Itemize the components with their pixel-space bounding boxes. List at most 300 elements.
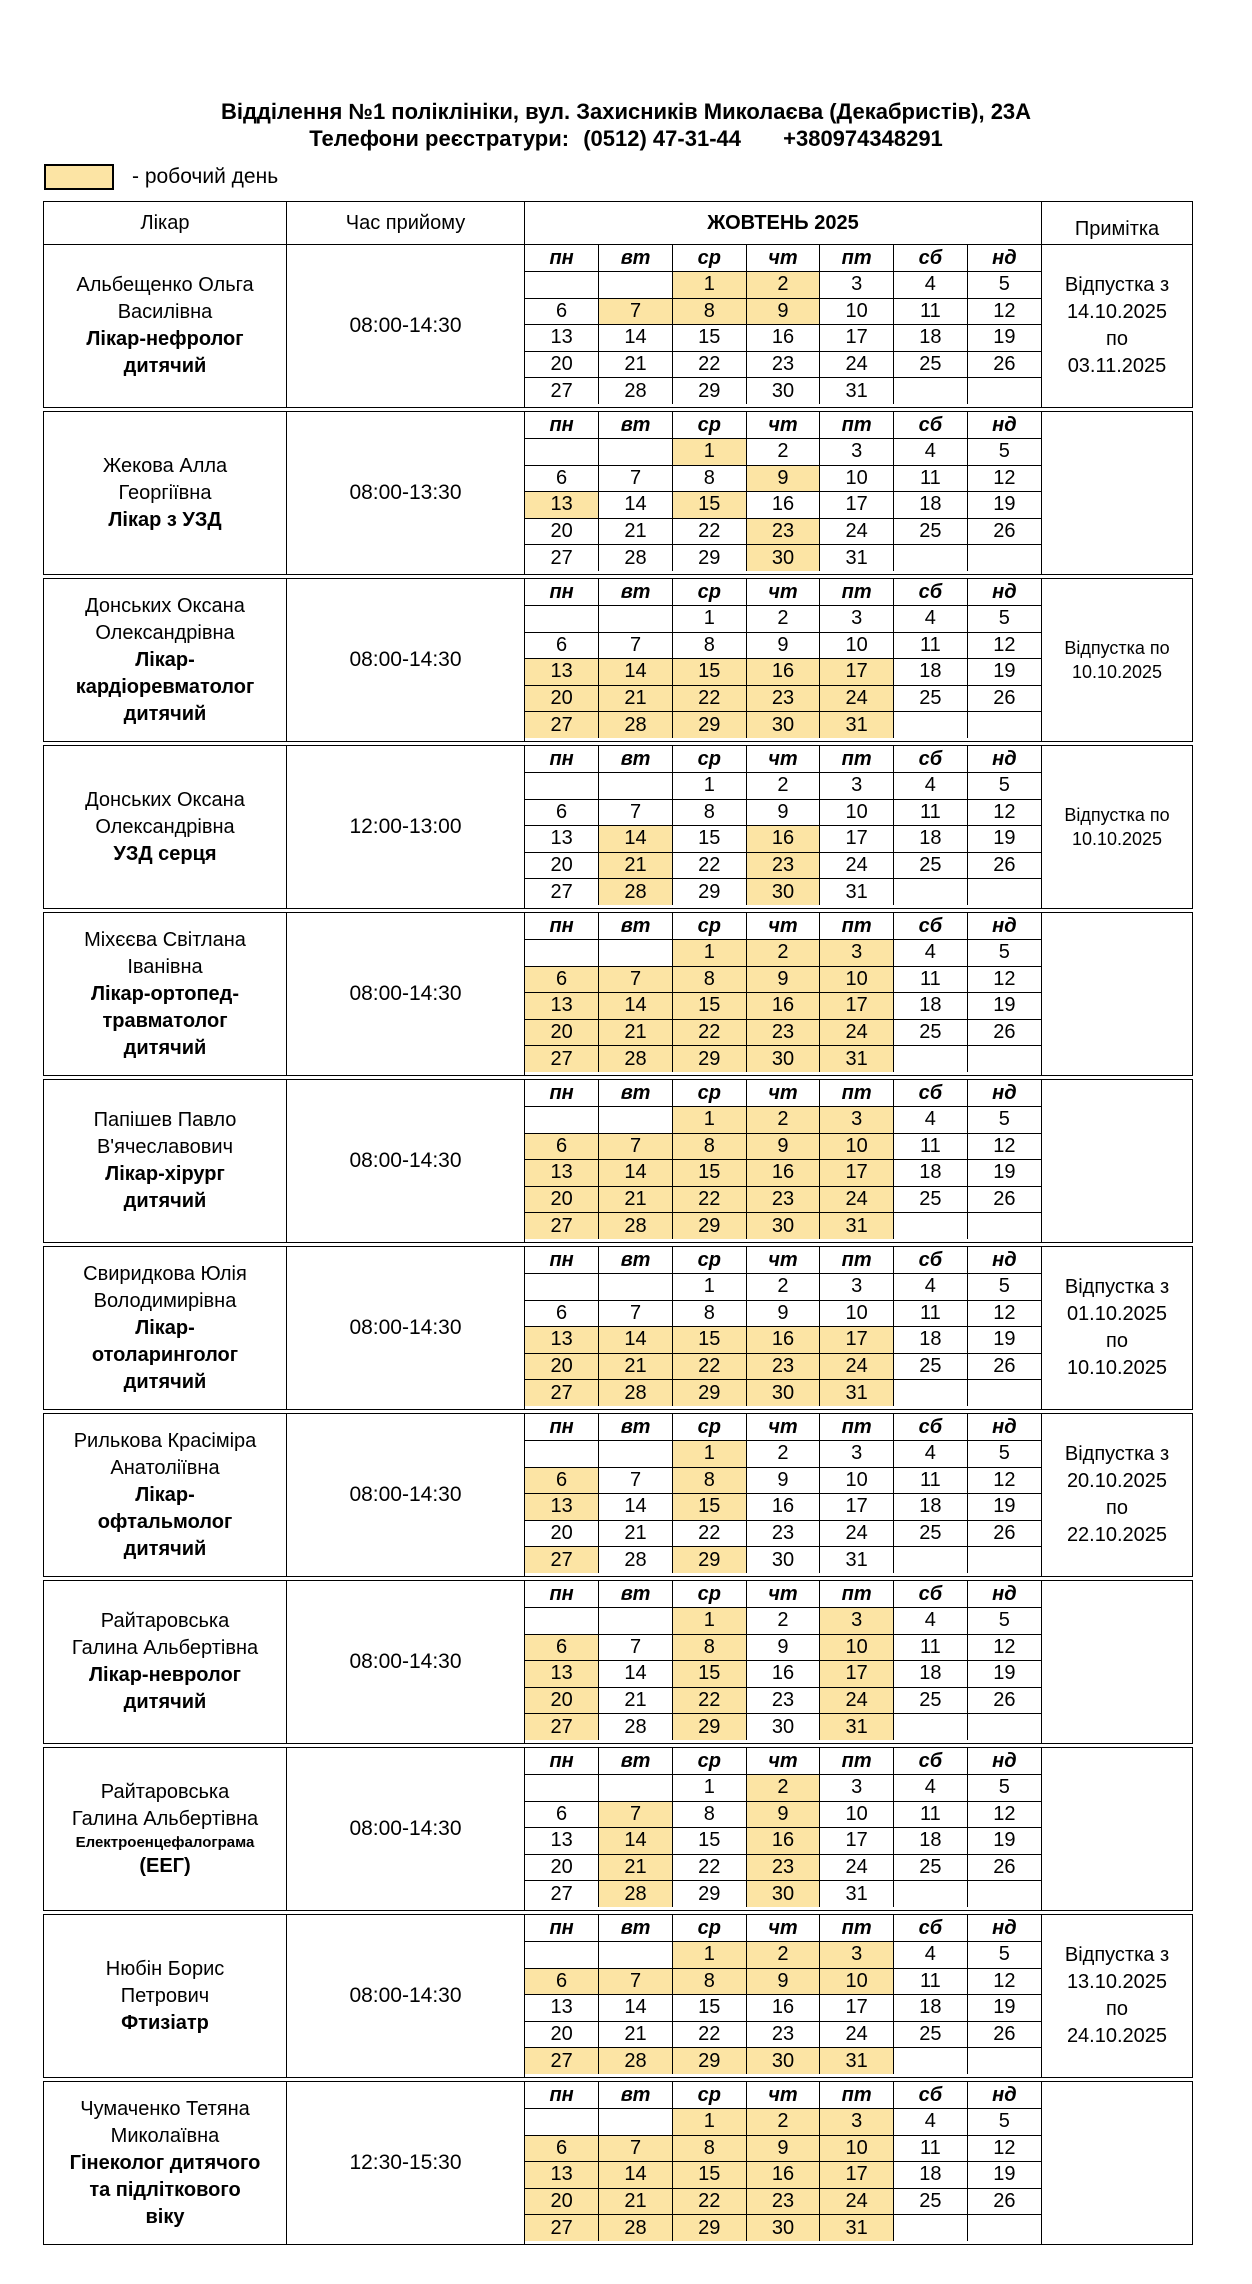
day-cell: 5 <box>967 439 1041 466</box>
working-day-cell: 29 <box>672 1714 746 1741</box>
day-cell: 26 <box>967 1520 1041 1547</box>
working-day-cell: 6 <box>525 966 599 993</box>
working-day-cell: 24 <box>820 685 894 712</box>
weekday-label: нд <box>967 1080 1041 1107</box>
day-cell: 27 <box>525 879 599 906</box>
day-cell: 23 <box>746 351 820 378</box>
working-day-cell: 16 <box>746 659 820 686</box>
month-calendar <box>525 579 1041 738</box>
empty-day-cell <box>894 1547 968 1574</box>
doctor-cell <box>44 2082 287 2245</box>
doctor-cell <box>44 579 287 742</box>
day-cell: 3 <box>820 1775 894 1802</box>
doctor-row <box>44 1748 1193 1911</box>
day-cell: 26 <box>967 2021 1041 2048</box>
working-day-cell: 29 <box>672 712 746 739</box>
week-row <box>525 1213 1041 1240</box>
day-cell: 29 <box>672 378 746 405</box>
note-line: 10.10.2025 <box>1066 1357 1168 1379</box>
working-day-cell: 23 <box>746 518 820 545</box>
weekday-row <box>525 1748 1041 1775</box>
day-cell: 20 <box>525 2021 599 2048</box>
week-row <box>525 1828 1041 1855</box>
weekday-label: сб <box>894 1915 968 1942</box>
day-cell: 19 <box>967 1494 1041 1521</box>
week-row <box>525 1881 1041 1908</box>
day-cell: 1 <box>672 773 746 800</box>
empty-day-cell <box>967 1380 1041 1407</box>
day-cell: 12 <box>967 298 1041 325</box>
working-day-cell: 29 <box>672 1213 746 1240</box>
working-day-cell: 29 <box>672 2048 746 2075</box>
week-row <box>525 1687 1041 1714</box>
day-cell: 25 <box>894 2021 968 2048</box>
calendar-cell <box>525 1080 1042 1243</box>
day-cell: 17 <box>820 826 894 853</box>
week-row <box>525 2215 1041 2242</box>
empty-day-cell <box>967 712 1041 739</box>
day-cell: 5 <box>967 773 1041 800</box>
day-cell: 28 <box>599 378 673 405</box>
day-cell: 28 <box>599 1547 673 1574</box>
weekday-label: нд <box>967 579 1041 606</box>
working-day-cell: 7 <box>599 2135 673 2162</box>
working-day-cell: 23 <box>746 1353 820 1380</box>
day-cell: 20 <box>525 1854 599 1881</box>
week-row <box>525 1494 1041 1521</box>
doctor-row <box>44 412 1193 575</box>
empty-day-cell <box>967 378 1041 405</box>
week-row <box>525 799 1041 826</box>
working-day-cell: 3 <box>820 2109 894 2136</box>
working-day-cell: 31 <box>820 1714 894 1741</box>
empty-day-cell <box>599 940 673 967</box>
working-day-cell: 16 <box>746 2162 820 2189</box>
doctor-cell <box>44 1247 287 1410</box>
note-cell <box>1042 913 1193 1076</box>
day-cell: 11 <box>894 1634 968 1661</box>
day-cell: 4 <box>894 1608 968 1635</box>
day-cell: 26 <box>967 518 1041 545</box>
day-cell: 17 <box>820 1494 894 1521</box>
doctor-specialty-line: Лікар-невролог <box>88 1664 242 1686</box>
day-cell: 27 <box>525 545 599 572</box>
weekday-label: сб <box>894 2082 968 2109</box>
month-calendar <box>525 245 1041 404</box>
week-row <box>525 1968 1041 1995</box>
working-day-cell: 17 <box>820 659 894 686</box>
working-day-cell: 2 <box>746 272 820 299</box>
day-cell: 29 <box>672 879 746 906</box>
day-cell: 29 <box>672 1881 746 1908</box>
day-cell: 17 <box>820 492 894 519</box>
weekday-label: вт <box>599 913 673 940</box>
weekday-label: ср <box>672 913 746 940</box>
day-cell: 25 <box>894 1186 968 1213</box>
day-cell: 22 <box>672 852 746 879</box>
doctor-specialty-line: дитячий <box>123 1370 207 1393</box>
working-day-cell: 27 <box>525 2215 599 2242</box>
weekday-label: чт <box>746 245 820 272</box>
doctor-specialty-line: (ЕЕГ) <box>139 1854 191 1877</box>
day-cell: 25 <box>894 2188 968 2215</box>
week-row <box>525 2109 1041 2136</box>
weekday-label: пн <box>525 913 599 940</box>
working-day-cell: 23 <box>746 1019 820 1046</box>
empty-day-cell <box>525 272 599 299</box>
week-row <box>525 298 1041 325</box>
week-row <box>525 545 1041 572</box>
note-line: 03.11.2025 <box>1067 355 1167 377</box>
doctor-specialty-line: Лікар-хірург <box>105 1163 225 1185</box>
working-day-cell: 21 <box>599 1019 673 1046</box>
weekday-label: чт <box>746 1748 820 1775</box>
week-row <box>525 826 1041 853</box>
working-day-cell: 22 <box>672 1687 746 1714</box>
legend <box>44 162 278 192</box>
weekday-label: ср <box>672 1080 746 1107</box>
working-day-cell: 8 <box>672 1467 746 1494</box>
day-cell: 18 <box>894 1828 968 1855</box>
working-day-cell: 27 <box>525 1547 599 1574</box>
schedule-header-row <box>44 202 1193 245</box>
working-day-cell: 14 <box>599 993 673 1020</box>
doctor-name-line: Петрович <box>120 1984 210 2007</box>
weekday-label: пт <box>820 1414 894 1441</box>
doctor-name-line: Іванівна <box>127 955 203 978</box>
day-cell: 23 <box>746 2021 820 2048</box>
doctor-cell <box>44 412 287 575</box>
working-day-cell: 1 <box>672 1107 746 1134</box>
phones-line <box>0 125 1252 152</box>
doctor-specialty-line: отоларинголог <box>91 1343 239 1366</box>
day-cell: 5 <box>967 1274 1041 1301</box>
day-cell: 12 <box>967 1300 1041 1327</box>
week-row <box>525 2048 1041 2075</box>
day-cell: 22 <box>672 1520 746 1547</box>
working-day-cell: 27 <box>525 1380 599 1407</box>
day-cell: 17 <box>820 1995 894 2022</box>
empty-day-cell <box>894 712 968 739</box>
working-day-cell: 16 <box>746 1327 820 1354</box>
empty-day-cell <box>967 545 1041 572</box>
reception-time: 08:00-14:30 <box>287 579 525 742</box>
day-cell: 19 <box>967 1327 1041 1354</box>
working-day-cell: 28 <box>599 879 673 906</box>
note-cell <box>1042 1414 1193 1577</box>
day-cell: 12 <box>967 1634 1041 1661</box>
calendar-cell <box>525 1748 1042 1911</box>
working-day-cell: 8 <box>672 1968 746 1995</box>
working-day-cell: 13 <box>525 1160 599 1187</box>
doctor-specialty-line: Електроенцефалограма <box>75 1833 255 1851</box>
doctor-name-line: Галина Альбертівна <box>71 1807 259 1830</box>
empty-day-cell <box>894 1881 968 1908</box>
doctor-name-line: Володимирівна <box>93 1289 237 1312</box>
working-day-cell: 10 <box>820 1968 894 1995</box>
doctor-name-line: Міхєєва Світлана <box>84 928 246 951</box>
note-cell <box>1042 2082 1193 2245</box>
empty-day-cell <box>599 439 673 466</box>
day-cell: 3 <box>820 439 894 466</box>
working-day-cell: 2 <box>746 1107 820 1134</box>
doctor-specialty-line: Лікар- <box>135 1316 195 1339</box>
day-cell: 24 <box>820 351 894 378</box>
weekday-label: чт <box>746 1247 820 1274</box>
day-cell: 19 <box>967 1661 1041 1688</box>
reception-time: 08:00-14:30 <box>287 1080 525 1243</box>
empty-day-cell <box>894 1213 968 1240</box>
day-cell: 9 <box>746 632 820 659</box>
weekday-row <box>525 1414 1041 1441</box>
working-day-cell: 15 <box>672 1327 746 1354</box>
day-cell: 4 <box>894 1775 968 1802</box>
weekday-label: пн <box>525 1080 599 1107</box>
doctor-cell <box>44 1915 287 2078</box>
note-cell <box>1042 245 1193 408</box>
weekday-label: пн <box>525 245 599 272</box>
day-cell: 25 <box>894 518 968 545</box>
week-row <box>525 879 1041 906</box>
week-row <box>525 2188 1041 2215</box>
doctor-specialty-line: УЗД серця <box>113 842 217 865</box>
week-row <box>525 1274 1041 1301</box>
note-line: 01.10.2025 <box>1066 1303 1168 1325</box>
doctor-name-line: Альбещенко Ольга <box>76 274 254 296</box>
working-day-cell: 17 <box>820 1661 894 1688</box>
working-day-cell: 27 <box>525 712 599 739</box>
note-line: 14.10.2025 <box>1066 301 1168 323</box>
day-cell: 27 <box>525 1881 599 1908</box>
calendar-cell <box>525 2082 1042 2245</box>
day-cell: 18 <box>894 2162 968 2189</box>
day-cell: 3 <box>820 606 894 633</box>
week-row <box>525 1107 1041 1134</box>
working-day-cell: 13 <box>525 1494 599 1521</box>
day-cell: 19 <box>967 1160 1041 1187</box>
week-row <box>525 1353 1041 1380</box>
day-cell: 12 <box>967 1133 1041 1160</box>
week-row <box>525 1942 1041 1969</box>
day-cell: 26 <box>967 852 1041 879</box>
month-calendar <box>525 746 1041 905</box>
weekday-label: чт <box>746 1581 820 1608</box>
weekday-label: пн <box>525 746 599 773</box>
weekday-label: ср <box>672 412 746 439</box>
doctor-row <box>44 245 1193 408</box>
week-row <box>525 465 1041 492</box>
day-cell: 14 <box>599 1494 673 1521</box>
reception-time: 08:00-14:30 <box>287 1247 525 1410</box>
day-cell: 4 <box>894 439 968 466</box>
day-cell: 22 <box>672 1854 746 1881</box>
weekday-label: чт <box>746 1414 820 1441</box>
day-cell: 14 <box>599 325 673 352</box>
weekday-label: ср <box>672 2082 746 2109</box>
doctor-name-line: Нюбін Борис <box>105 1957 225 1980</box>
weekday-label: нд <box>967 412 1041 439</box>
note-cell <box>1042 1080 1193 1243</box>
working-day-cell: 7 <box>599 1968 673 1995</box>
day-cell: 20 <box>525 1520 599 1547</box>
day-cell: 14 <box>599 492 673 519</box>
working-day-cell: 10 <box>820 966 894 993</box>
working-day-cell: 9 <box>746 298 820 325</box>
working-day-cell: 23 <box>746 852 820 879</box>
note-line: Відпустка з <box>1064 1944 1170 1966</box>
day-cell: 19 <box>967 2162 1041 2189</box>
day-cell: 5 <box>967 1942 1041 1969</box>
working-day-cell: 20 <box>525 1019 599 1046</box>
day-cell: 9 <box>746 1467 820 1494</box>
weekday-label: нд <box>967 913 1041 940</box>
day-cell: 26 <box>967 1353 1041 1380</box>
doctor-name-line: Свиридкова Юлія <box>83 1262 247 1285</box>
doctor-specialty-line: дитячий <box>123 702 207 725</box>
week-row <box>525 1300 1041 1327</box>
day-cell: 5 <box>967 606 1041 633</box>
weekday-label: пт <box>820 1080 894 1107</box>
day-cell: 11 <box>894 465 968 492</box>
working-day-cell: 2 <box>746 1942 820 1969</box>
day-cell: 6 <box>525 799 599 826</box>
day-cell: 22 <box>672 2021 746 2048</box>
weekday-label: пт <box>820 913 894 940</box>
day-cell: 15 <box>672 1828 746 1855</box>
day-cell: 1 <box>672 1775 746 1802</box>
day-cell: 26 <box>967 1019 1041 1046</box>
working-day-cell: 3 <box>820 1107 894 1134</box>
day-cell: 10 <box>820 465 894 492</box>
doctor-name-line: Чумаченко Тетяна <box>80 2097 250 2120</box>
month-calendar <box>525 1414 1041 1573</box>
day-cell: 5 <box>967 1608 1041 1635</box>
week-row <box>525 1661 1041 1688</box>
weekday-row <box>525 1247 1041 1274</box>
weekday-label: пт <box>820 245 894 272</box>
day-cell: 19 <box>967 492 1041 519</box>
day-cell: 4 <box>894 606 968 633</box>
doctor-row <box>44 579 1193 742</box>
calendar-cell <box>525 1414 1042 1577</box>
weekday-row <box>525 1080 1041 1107</box>
day-cell: 25 <box>894 1353 968 1380</box>
day-cell: 11 <box>894 298 968 325</box>
working-day-cell: 31 <box>820 2048 894 2075</box>
working-day-cell: 29 <box>672 1046 746 1073</box>
day-cell: 12 <box>967 1968 1041 1995</box>
working-day-cell: 9 <box>746 966 820 993</box>
day-cell: 20 <box>525 852 599 879</box>
weekday-row <box>525 913 1041 940</box>
empty-day-cell <box>525 606 599 633</box>
working-day-cell: 15 <box>672 1661 746 1688</box>
day-cell: 11 <box>894 1801 968 1828</box>
doctor-name-line: Рилькова Красіміра <box>73 1429 257 1452</box>
weekday-label: нд <box>967 1247 1041 1274</box>
day-cell: 2 <box>746 606 820 633</box>
calendar-cell <box>525 913 1042 1076</box>
doctor-specialty-line: Фтизіатр <box>121 2011 209 2034</box>
doctor-row <box>44 1247 1193 1410</box>
day-cell: 3 <box>820 1441 894 1468</box>
note-cell <box>1042 1915 1193 2078</box>
working-day-cell: 3 <box>820 1608 894 1635</box>
day-cell: 25 <box>894 852 968 879</box>
day-cell: 5 <box>967 1107 1041 1134</box>
week-row <box>525 2021 1041 2048</box>
day-cell: 12 <box>967 632 1041 659</box>
note-line: по <box>1106 1497 1128 1519</box>
doctor-row <box>44 1915 1193 2078</box>
working-day-cell: 30 <box>746 879 820 906</box>
week-row <box>525 606 1041 633</box>
empty-day-cell <box>894 545 968 572</box>
empty-day-cell <box>525 439 599 466</box>
working-day-cell: 23 <box>746 1854 820 1881</box>
working-day-cell: 15 <box>672 659 746 686</box>
weekday-label: пт <box>820 1748 894 1775</box>
working-day-cell: 13 <box>525 1327 599 1354</box>
month-calendar <box>525 1915 1041 2074</box>
doctor-cell <box>44 1080 287 1243</box>
empty-day-cell <box>599 1775 673 1802</box>
working-day-cell: 22 <box>672 1186 746 1213</box>
working-day-cell: 20 <box>525 1353 599 1380</box>
doctor-specialty-line: віку <box>145 2205 185 2228</box>
day-cell: 4 <box>894 1942 968 1969</box>
note-line: 22.10.2025 <box>1066 1524 1168 1546</box>
doctor-specialty-line: Лікар- <box>135 1483 195 1506</box>
doctor-name-line: Донських Оксана <box>85 788 245 811</box>
working-day-cell: 23 <box>746 685 820 712</box>
empty-day-cell <box>599 773 673 800</box>
day-cell: 18 <box>894 1494 968 1521</box>
working-day-cell: 22 <box>672 2188 746 2215</box>
working-day-cell: 1 <box>672 1942 746 1969</box>
working-day-cell: 23 <box>746 1186 820 1213</box>
weekday-label: пт <box>820 412 894 439</box>
weekday-label: пн <box>525 1915 599 1942</box>
working-day-cell: 28 <box>599 2215 673 2242</box>
empty-day-cell <box>967 1213 1041 1240</box>
working-day-cell: 9 <box>746 2135 820 2162</box>
week-row <box>525 272 1041 299</box>
empty-day-cell <box>967 1881 1041 1908</box>
doctor-row <box>44 1080 1193 1243</box>
doctor-name-line: Василівна <box>117 301 213 323</box>
working-day-cell: 3 <box>820 1942 894 1969</box>
weekday-label: пн <box>525 1748 599 1775</box>
weekday-label: вт <box>599 1748 673 1775</box>
day-cell: 24 <box>820 2021 894 2048</box>
day-cell: 13 <box>525 1995 599 2022</box>
day-cell: 8 <box>672 632 746 659</box>
empty-day-cell <box>599 1441 673 1468</box>
week-row <box>525 1467 1041 1494</box>
weekday-label: вт <box>599 1915 673 1942</box>
working-day-cell: 21 <box>599 852 673 879</box>
day-cell: 13 <box>525 325 599 352</box>
weekday-label: пн <box>525 1581 599 1608</box>
day-cell: 26 <box>967 1186 1041 1213</box>
calendar-cell <box>525 1915 1042 2078</box>
day-cell: 24 <box>820 1520 894 1547</box>
weekday-label: чт <box>746 1915 820 1942</box>
working-day-cell: 22 <box>672 1019 746 1046</box>
working-day-cell: 30 <box>746 2048 820 2075</box>
day-cell: 25 <box>894 351 968 378</box>
